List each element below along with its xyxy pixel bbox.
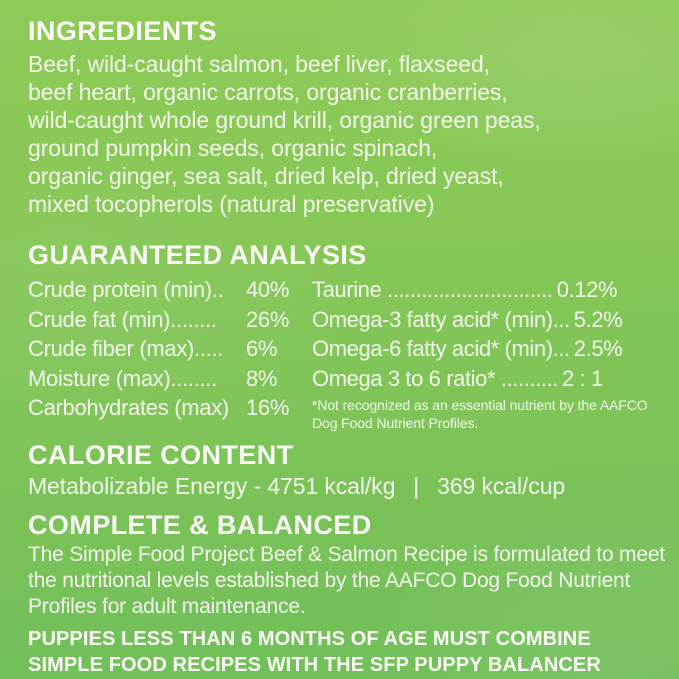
nutrient-label: Carbohydrates (max) bbox=[28, 395, 229, 420]
ingredients-heading: INGREDIENTS bbox=[28, 16, 217, 46]
nutrient-value: 5.2% bbox=[573, 306, 623, 332]
ingredient-line: organic ginger, sea salt, dried kelp, dried yeast, bbox=[28, 163, 504, 189]
nutrient-value: 26% bbox=[246, 306, 290, 332]
aafco-footnote: *Not recognized as an essential nutrient by the AAFCO Dog Food Nutrient Profiles. bbox=[312, 397, 648, 431]
aafco-statement-line: Profiles for adult maintenance. bbox=[28, 595, 306, 618]
nutrient-label: Omega-3 fatty acid* (min)... bbox=[312, 306, 570, 332]
analysis-row bbox=[28, 275, 312, 305]
analysis-right-column bbox=[312, 275, 663, 432]
complete-balanced-heading: COMPLETE & BALANCED bbox=[28, 510, 372, 540]
nutrient-value: 2 : 1 bbox=[562, 365, 603, 391]
analysis-left-column bbox=[28, 275, 312, 432]
nutrient-value: 6% bbox=[246, 336, 278, 361]
analysis-row bbox=[28, 364, 312, 394]
energy-per-cup: 369 kcal/cup bbox=[437, 473, 566, 499]
calorie-line bbox=[28, 472, 663, 500]
analysis-row bbox=[312, 334, 663, 364]
aafco-statement-line: The Simple Food Project Beef & Salmon Recipe is formulated to meet bbox=[28, 543, 665, 566]
analysis-row bbox=[312, 305, 663, 335]
nutrient-label: Taurine ............................. bbox=[312, 277, 553, 302]
ingredient-line: mixed tocopherols (natural preservative) bbox=[28, 191, 435, 217]
energy-per-kg: Metabolizable Energy - 4751 kcal/kg bbox=[28, 473, 396, 499]
nutrient-value: 0.12% bbox=[556, 277, 618, 302]
nutrient-label: Crude fat (min)........ bbox=[28, 306, 217, 332]
ingredients-list bbox=[28, 50, 663, 218]
complete-balanced-section bbox=[28, 510, 663, 678]
puppy-warning bbox=[28, 626, 663, 678]
nutrient-value: 16% bbox=[246, 395, 290, 420]
analysis-row bbox=[312, 364, 663, 394]
nutrient-label: Crude protein (min).. bbox=[28, 277, 224, 302]
nutrient-label: Omega-6 fatty acid* (min)... bbox=[312, 336, 570, 361]
guaranteed-analysis-section bbox=[28, 240, 663, 432]
guaranteed-analysis-heading: GUARANTEED ANALYSIS bbox=[28, 240, 367, 270]
puppy-warning-line: SIMPLE FOOD RECIPES WITH THE SFP PUPPY BALANCER bbox=[28, 654, 601, 676]
guaranteed-analysis-columns bbox=[28, 275, 663, 432]
nutrient-value: 40% bbox=[246, 277, 290, 302]
ingredient-line: Beef, wild-caught salmon, beef liver, flaxseed, bbox=[28, 51, 490, 77]
analysis-row bbox=[312, 275, 663, 305]
nutrient-label: Omega 3 to 6 ratio* .......... bbox=[312, 365, 559, 391]
ingredient-line: beef heart, organic carrots, organic cranberries, bbox=[28, 79, 508, 105]
calorie-content-section bbox=[28, 440, 663, 500]
calorie-content-heading: CALORIE CONTENT bbox=[28, 440, 294, 470]
separator-bar: | bbox=[413, 473, 420, 499]
nutrient-value: 8% bbox=[246, 365, 278, 391]
analysis-row bbox=[28, 393, 312, 423]
nutrient-label: Moisture (max)........ bbox=[28, 365, 217, 391]
aafco-statement bbox=[28, 542, 663, 620]
nutrient-label: Crude fiber (max)..... bbox=[28, 336, 224, 361]
analysis-row bbox=[28, 305, 312, 335]
aafco-statement-line: the nutritional levels established by the AAFCO Dog Food Nutrient bbox=[28, 569, 631, 592]
ingredient-line: wild-caught whole ground krill, organic green peas, bbox=[28, 107, 541, 133]
ingredient-line: ground pumpkin seeds, organic spinach, bbox=[28, 135, 438, 161]
puppy-warning-line: PUPPIES LESS THAN 6 MONTHS OF AGE MUST COMBINE bbox=[28, 628, 591, 650]
nutrient-value: 2.5% bbox=[573, 336, 623, 361]
ingredients-section bbox=[28, 16, 663, 218]
analysis-row bbox=[28, 334, 312, 364]
